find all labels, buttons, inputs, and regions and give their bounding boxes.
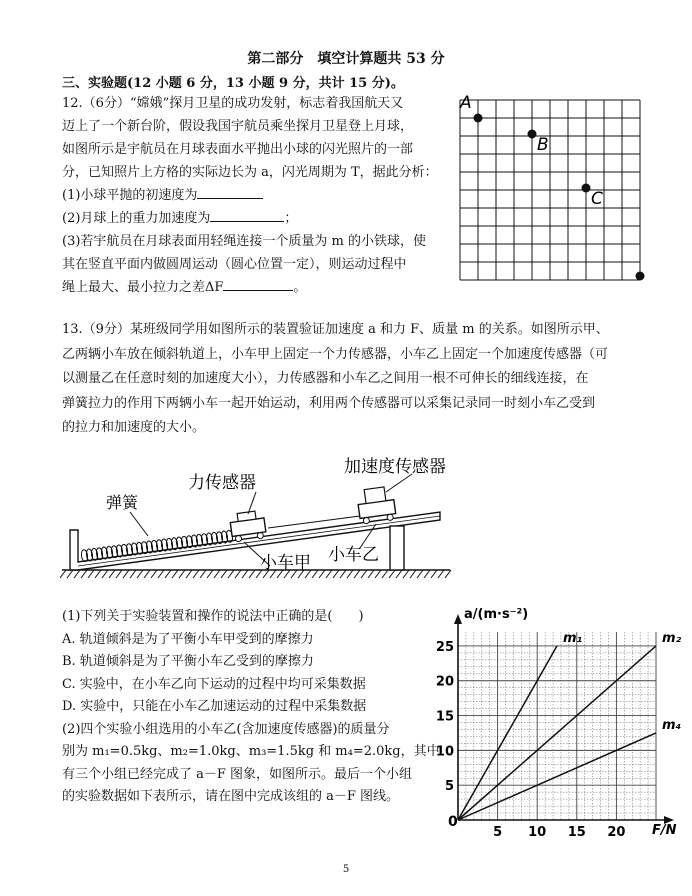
accel-sensor-label: 加速度传感器 xyxy=(344,457,446,477)
hatch-mark xyxy=(368,570,374,578)
hatch-mark xyxy=(179,570,185,578)
hatch-mark xyxy=(214,570,220,578)
spring-turn xyxy=(121,544,129,557)
cart-a-label: 小车甲 xyxy=(260,553,311,573)
section-heading: 三、实验题(12 小题 6 分，13 小题 9 分，共计 15 分)。 xyxy=(62,76,404,91)
hatch-mark xyxy=(207,570,213,578)
label-b: B xyxy=(537,135,549,155)
hatch-mark xyxy=(172,570,178,578)
hatch-mark xyxy=(130,570,136,578)
spring-turn xyxy=(111,545,119,558)
q12-line-4: 分，已知照片上方格的实际边长为 a，闪光周期为 T，据此分析： xyxy=(62,165,438,180)
chart-y-tick: 10 xyxy=(436,744,454,760)
hatch-mark xyxy=(165,570,171,578)
q12-sub1-text: (1)小球平抛的初速度为 xyxy=(62,188,198,203)
hatch-mark xyxy=(249,570,255,578)
hatch-mark xyxy=(438,570,444,578)
q13-line-1: 13.（9分）某班级同学用如图所示的装置验证加速度 a 和力 F、质量 m 的关系。如图所示甲、 xyxy=(62,322,609,337)
hatch-mark xyxy=(361,570,367,578)
q12-sub3-blank[interactable] xyxy=(223,278,293,291)
chart-series-line xyxy=(458,733,656,820)
hatch-mark xyxy=(242,570,248,578)
chart-y-arrow xyxy=(454,614,462,624)
hatch-mark xyxy=(193,570,199,578)
hatch-mark xyxy=(221,570,227,578)
q12-sub1-blank[interactable] xyxy=(197,186,263,199)
hatch-mark xyxy=(158,570,164,578)
hatch-mark xyxy=(396,570,402,578)
q12-sub2-end: ； xyxy=(284,211,298,226)
hatch-mark xyxy=(340,570,346,578)
q13-option-d[interactable]: D. 实验中，只能在小车乙加速运动的过程中采集数据 xyxy=(62,699,367,714)
hatch-mark xyxy=(319,570,325,578)
hatch-mark xyxy=(81,570,87,578)
ground-hatching xyxy=(60,570,451,578)
spring-turn xyxy=(101,547,109,560)
part-title: 第二部分 填空计算题共 53 分 xyxy=(247,51,445,67)
track-support xyxy=(390,526,404,570)
chart-series-line xyxy=(458,646,557,820)
ball-point-d xyxy=(636,272,645,281)
hatch-mark xyxy=(186,570,192,578)
chart-x-tick: 10 xyxy=(528,825,547,840)
spring-turn xyxy=(131,543,139,556)
spring-turn xyxy=(81,549,89,562)
force-sensor-label: 力传感器 xyxy=(188,473,256,493)
hatch-mark xyxy=(144,570,150,578)
grid-lines xyxy=(460,100,640,280)
hatch-mark xyxy=(123,570,129,578)
q13-part2-line-3: 有三个小组已经完成了 a－F 图象，如图所示。最后一个小组 xyxy=(62,766,413,782)
spring-turn xyxy=(126,543,134,556)
chart-x-tick: 15 xyxy=(567,825,586,840)
hatch-mark xyxy=(389,570,395,578)
spring-label: 弹簧 xyxy=(106,493,139,512)
hatch-mark xyxy=(333,570,339,578)
chart-x-label: F/N xyxy=(652,823,677,838)
q13-option-a[interactable]: A. 轨道倾斜是为了平衡小车甲受到的摩擦力 xyxy=(62,631,314,647)
question-12 xyxy=(62,92,452,299)
hatch-mark xyxy=(109,570,115,578)
q12-line-3: 如图所示是宇航员在月球表面水平抛出小球的闪光照片的一部 xyxy=(62,142,414,157)
hatch-mark xyxy=(312,570,318,578)
q12-sub3-line-2: 其在竖直平面内做圆周运动（圆心位置一定），则运动过程中 xyxy=(62,257,407,272)
q12-line-2: 迈上了一个新台阶，假设我国宇航员乘坐探月卫星登上月球， xyxy=(62,119,414,134)
chart-x-tick: 5 xyxy=(493,825,503,840)
hatch-mark xyxy=(200,570,206,578)
question-13-parts xyxy=(62,606,442,809)
hatch-mark xyxy=(88,570,94,578)
accel-sensor-box xyxy=(364,487,386,504)
cart-b xyxy=(356,486,396,525)
q13-part2-line-4: 的实验数据如下表所示，请在图中完成该组的 a－F 图线。 xyxy=(62,789,400,804)
cart-b-label: 小车乙 xyxy=(328,545,379,565)
hatch-mark xyxy=(326,570,332,578)
hatch-mark xyxy=(375,570,381,578)
hatch-mark xyxy=(354,570,360,578)
hatch-mark xyxy=(102,570,108,578)
cart-a xyxy=(229,510,266,542)
ball-point-c xyxy=(582,184,591,193)
q13-line-3: 以测量乙在任意时刻的加速度大小），力传感器和小车乙之间用一根不可伸长的细线连接，在 xyxy=(62,371,589,386)
label-c: C xyxy=(591,189,603,209)
label-a: A xyxy=(460,93,472,113)
q13-part2-line-1: (2)四个实验小组选用的小车乙(含加速度传感器)的质量分 xyxy=(62,721,390,737)
hatch-mark xyxy=(151,570,157,578)
hatch-mark xyxy=(347,570,353,578)
q12-sub3-line-1: (3)若宇航员在月球表面用轻绳连接一个质量为 m 的小铁球，使 xyxy=(62,234,427,249)
spring-turn xyxy=(91,548,99,561)
q13-line-5: 的拉力和加速度的大小。 xyxy=(62,420,206,435)
apparatus-diagram xyxy=(60,448,460,588)
q13-line-2: 乙两辆小车放在倾斜轨道上，小车甲上固定一个力传感器，小车乙上固定一个加速度传感器（可 xyxy=(62,346,609,362)
chart-series-label: m₄ xyxy=(662,717,682,733)
hatch-mark xyxy=(74,570,80,578)
hatch-mark xyxy=(228,570,234,578)
chart-series-line xyxy=(458,646,656,820)
force-sensor-box xyxy=(237,511,256,521)
a-f-chart xyxy=(436,604,686,842)
chart-series-label: m₁ xyxy=(563,630,583,646)
ball-point-a xyxy=(474,114,483,123)
question-13 xyxy=(62,318,642,441)
spring-turn xyxy=(86,549,94,562)
q13-part1-question: (1)下列关于实验装置和操作的说法中正确的是( ) xyxy=(62,609,364,624)
q13-line-4: 弹簧拉力的作用下两辆小车一起开始运动，利用两个传感器可以采集记录同一时刻小车乙受到 xyxy=(62,395,596,411)
projectile-grid-figure xyxy=(456,92,656,302)
hatch-mark xyxy=(382,570,388,578)
hatch-mark xyxy=(95,570,101,578)
q12-sub2-text: (2)月球上的重力加速度为 xyxy=(62,211,211,226)
spring-turn xyxy=(136,542,144,555)
q12-sub3-end: 。 xyxy=(293,280,307,295)
q12-sub1 xyxy=(62,184,452,207)
q12-sub2 xyxy=(62,207,452,230)
hatch-mark xyxy=(403,570,409,578)
chart-y-tick: 15 xyxy=(436,709,454,725)
hatch-mark xyxy=(137,570,143,578)
spring-turn xyxy=(116,545,124,558)
chart-y-tick: 20 xyxy=(436,674,454,690)
page-number: 5 xyxy=(342,864,350,875)
ball-point-b xyxy=(528,130,537,139)
spring-turn xyxy=(96,547,104,560)
hatch-mark xyxy=(445,570,451,578)
hatch-mark xyxy=(235,570,241,578)
q12-sub3-last xyxy=(62,276,452,299)
hatch-mark xyxy=(417,570,423,578)
hatch-mark xyxy=(431,570,437,578)
q13-option-b[interactable]: B. 轨道倾斜是为了平衡小车乙受到的摩擦力 xyxy=(62,654,314,669)
hatch-mark xyxy=(116,570,122,578)
hatch-mark xyxy=(410,570,416,578)
q13-option-c[interactable]: C. 实验中，在小车乙向下运动的过程中均可采集数据 xyxy=(62,676,366,692)
q12-line-1: 12.（6分）“嫦娥”探月卫星的成功发射，标志着我国航天又 xyxy=(62,96,404,111)
chart-x-tick: 20 xyxy=(607,825,626,840)
chart-series-label: m₂ xyxy=(662,630,682,646)
chart-y-label: a/(m·s⁻²) xyxy=(464,607,529,622)
q12-sub3-text: 绳上最大、最小拉力之差ΔF xyxy=(62,280,224,295)
hatch-mark xyxy=(424,570,430,578)
q13-part2-line-2: 别为 m₁=0.5kg、m₂=1.0kg、m₃=1.5kg 和 m₄=2.0kg，其中 xyxy=(62,744,440,759)
spring-turn xyxy=(106,546,114,559)
chart-y-tick: 25 xyxy=(436,639,454,655)
chart-grid xyxy=(458,632,656,820)
chart-origin-label: 0 xyxy=(448,814,458,830)
hatch-mark xyxy=(67,570,73,578)
chart-y-tick: 5 xyxy=(444,779,454,795)
q12-sub2-blank[interactable] xyxy=(210,209,284,222)
hatch-mark xyxy=(60,570,66,578)
